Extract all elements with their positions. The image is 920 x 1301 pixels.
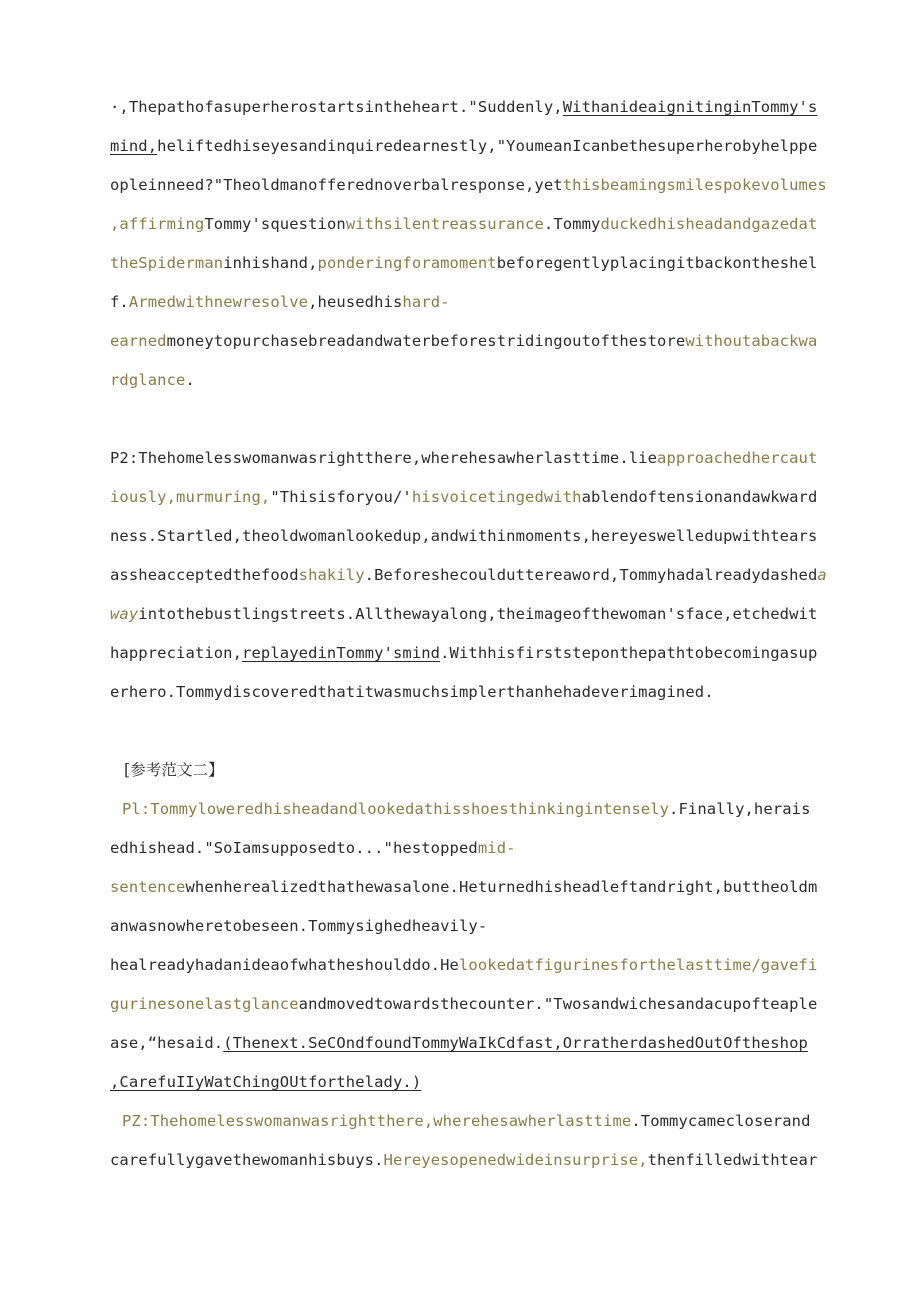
- underlined-text: (Thenext.SeCOndfoundTommyWaIkCdfast,OrratherdashedOutOftheshop: [223, 1034, 808, 1052]
- text-line: [122, 790, 810, 829]
- text-line: [110, 829, 810, 868]
- text-run: intothebustlingstreets.Allthewayalong,theimageofthewoman'sface,etchedwit: [138, 605, 818, 623]
- highlighted-phrase: iously,murmuring,: [110, 488, 271, 506]
- highlighted-phrase: lookedatfigurinesforthelasttime/gavefi: [458, 956, 818, 974]
- underlined-text: replayedinTommy'smind: [242, 644, 441, 662]
- text-run: .: [185, 371, 195, 389]
- essay-two-paragraph-1: [110, 790, 818, 1102]
- text-run: .Tommycamecloserand: [631, 1112, 811, 1130]
- highlighted-phrase: hard-: [402, 293, 450, 311]
- text-run: ness.Startled,theoldwomanlookedup,andwithinmoments,hereyeswelledupwithtears: [110, 527, 818, 545]
- text-line: [110, 361, 810, 400]
- text-run: moneytopurchasebreadandwaterbeforestridingoutofthestore: [166, 332, 686, 350]
- text-run: .Withhisfirststeponthepathtobecomingasup: [440, 644, 818, 662]
- text-line: [110, 868, 818, 907]
- text-line: [110, 205, 818, 244]
- text-line: [122, 1102, 810, 1141]
- highlighted-phrase: withoutabackwa: [685, 332, 818, 350]
- text-line: [110, 517, 818, 556]
- text-line: [110, 907, 810, 946]
- essay-one-paragraph-2: [110, 439, 827, 712]
- text-line: [110, 1024, 810, 1063]
- highlighted-phrase: rdglance: [110, 371, 186, 389]
- essay-one-paragraph-1: [110, 88, 827, 400]
- highlighted-phrase: ponderingforamoment: [317, 254, 497, 272]
- highlighted-phrase: PZ:Thehomelesswomanwasrightthere,wherehesawherlasttime: [122, 1112, 632, 1130]
- text-line: [110, 1063, 810, 1102]
- text-line: [110, 127, 818, 166]
- highlighted-phrase: Hereyesopenedwideinsurprise,: [383, 1151, 648, 1169]
- highlighted-phrase: duckedhisheadandgazedat: [600, 215, 818, 233]
- text-run: erhero.Tommydiscoveredthatitwasmuchsimplerthanhehadeverimagined.: [110, 683, 714, 701]
- highlighted-phrase: way: [110, 605, 139, 623]
- text-run: beforegentlyplacingitbackontheshel: [496, 254, 818, 272]
- text-line: [110, 634, 818, 673]
- text-run: heliftedhiseyesandinquiredearnestly,"YoumeanIcanbethesuperherobyhelppe: [157, 137, 818, 155]
- text-run: ase,“hesaid.: [110, 1034, 224, 1052]
- text-run: .Beforeshecoulduttereaword,Tommyhadalreadydashed: [364, 566, 818, 584]
- text-run: thenfilledwithtear: [647, 1151, 818, 1169]
- text-run: anwasnowheretobeseen.Tommysighedheavily-: [110, 917, 488, 935]
- text-line: [110, 985, 818, 1024]
- highlighted-phrase: gurinesonelastglance: [110, 995, 299, 1013]
- text-run: edhishead."SoIamsupposedto..."hestopped: [110, 839, 478, 857]
- highlighted-phrase: a: [817, 566, 827, 584]
- text-line: [110, 673, 810, 712]
- text-line: [110, 88, 818, 127]
- text-run: healreadyhadanideaofwhatheshoulddo.He: [110, 956, 459, 974]
- highlighted-phrase: approachedhercaut: [657, 449, 818, 467]
- underlined-text: mind,: [110, 137, 158, 155]
- essay-two-paragraph-2: [110, 1102, 818, 1180]
- highlighted-phrase: Armedwithnewresolve: [128, 293, 309, 311]
- text-run: Tommy'squestion: [204, 215, 346, 233]
- highlighted-phrase: hisvoicetingedwith: [411, 488, 582, 506]
- text-run: "Thisisforyou/': [270, 488, 412, 506]
- underlined-text: ,CarefuIIyWatChingOUtforthelady.): [110, 1073, 422, 1091]
- highlighted-phrase: theSpiderman: [110, 254, 224, 272]
- text-run: .Finally,herais: [669, 800, 811, 818]
- text-line: [110, 1141, 818, 1180]
- text-line: [110, 439, 818, 478]
- text-run: f.: [110, 293, 129, 311]
- text-line: [110, 322, 818, 361]
- highlighted-phrase: withsilentreassurance: [345, 215, 544, 233]
- text-run: ,heusedhis: [308, 293, 403, 311]
- text-line: [110, 595, 818, 634]
- highlighted-phrase: earned: [110, 332, 167, 350]
- text-run: .Tommy: [543, 215, 601, 233]
- text-run: inhishand,: [223, 254, 318, 272]
- text-line: [110, 478, 818, 517]
- text-run: ablendoftensionandawkward: [581, 488, 818, 506]
- text-run: ·,Thepathofasuperherostartsintheheart."Suddenly,: [110, 98, 563, 116]
- text-run: assheacceptedthefood: [110, 566, 299, 584]
- highlighted-phrase: shakily: [298, 566, 365, 584]
- document-page: [110, 88, 827, 1180]
- text-run: P2:Thehomelesswomanwasrightthere,wherehesawherlasttime.lie: [110, 449, 658, 467]
- text-run: whenherealizedthathewasalone.Heturnedhisheadleftandright,buttheoldm: [185, 878, 818, 896]
- highlighted-phrase: sentence: [110, 878, 186, 896]
- text-line: [110, 556, 827, 595]
- text-line: [110, 283, 810, 322]
- section-heading: [参考范文二】: [124, 761, 224, 779]
- text-run: opleinneed?"Theoldmanofferednoverbalresponse,yet: [110, 176, 563, 194]
- underlined-text: WithanideaignitinginTommy's: [562, 98, 818, 116]
- highlighted-phrase: mid-: [477, 839, 516, 857]
- highlighted-phrase: Pl:Tommyloweredhisheadandlookedathisshoesthinkingintensely: [122, 800, 670, 818]
- text-run: carefullygavethewomanhisbuys.: [110, 1151, 384, 1169]
- highlighted-phrase: thisbeamingsmilespokevolumes: [562, 176, 827, 194]
- highlighted-phrase: ,affirming: [110, 215, 205, 233]
- text-run: happreciation,: [110, 644, 243, 662]
- text-line: [110, 946, 818, 985]
- text-line: [110, 244, 818, 283]
- text-line: [110, 166, 827, 205]
- text-run: andmovedtowardsthecounter."Twosandwichesandacupofteaple: [298, 995, 818, 1013]
